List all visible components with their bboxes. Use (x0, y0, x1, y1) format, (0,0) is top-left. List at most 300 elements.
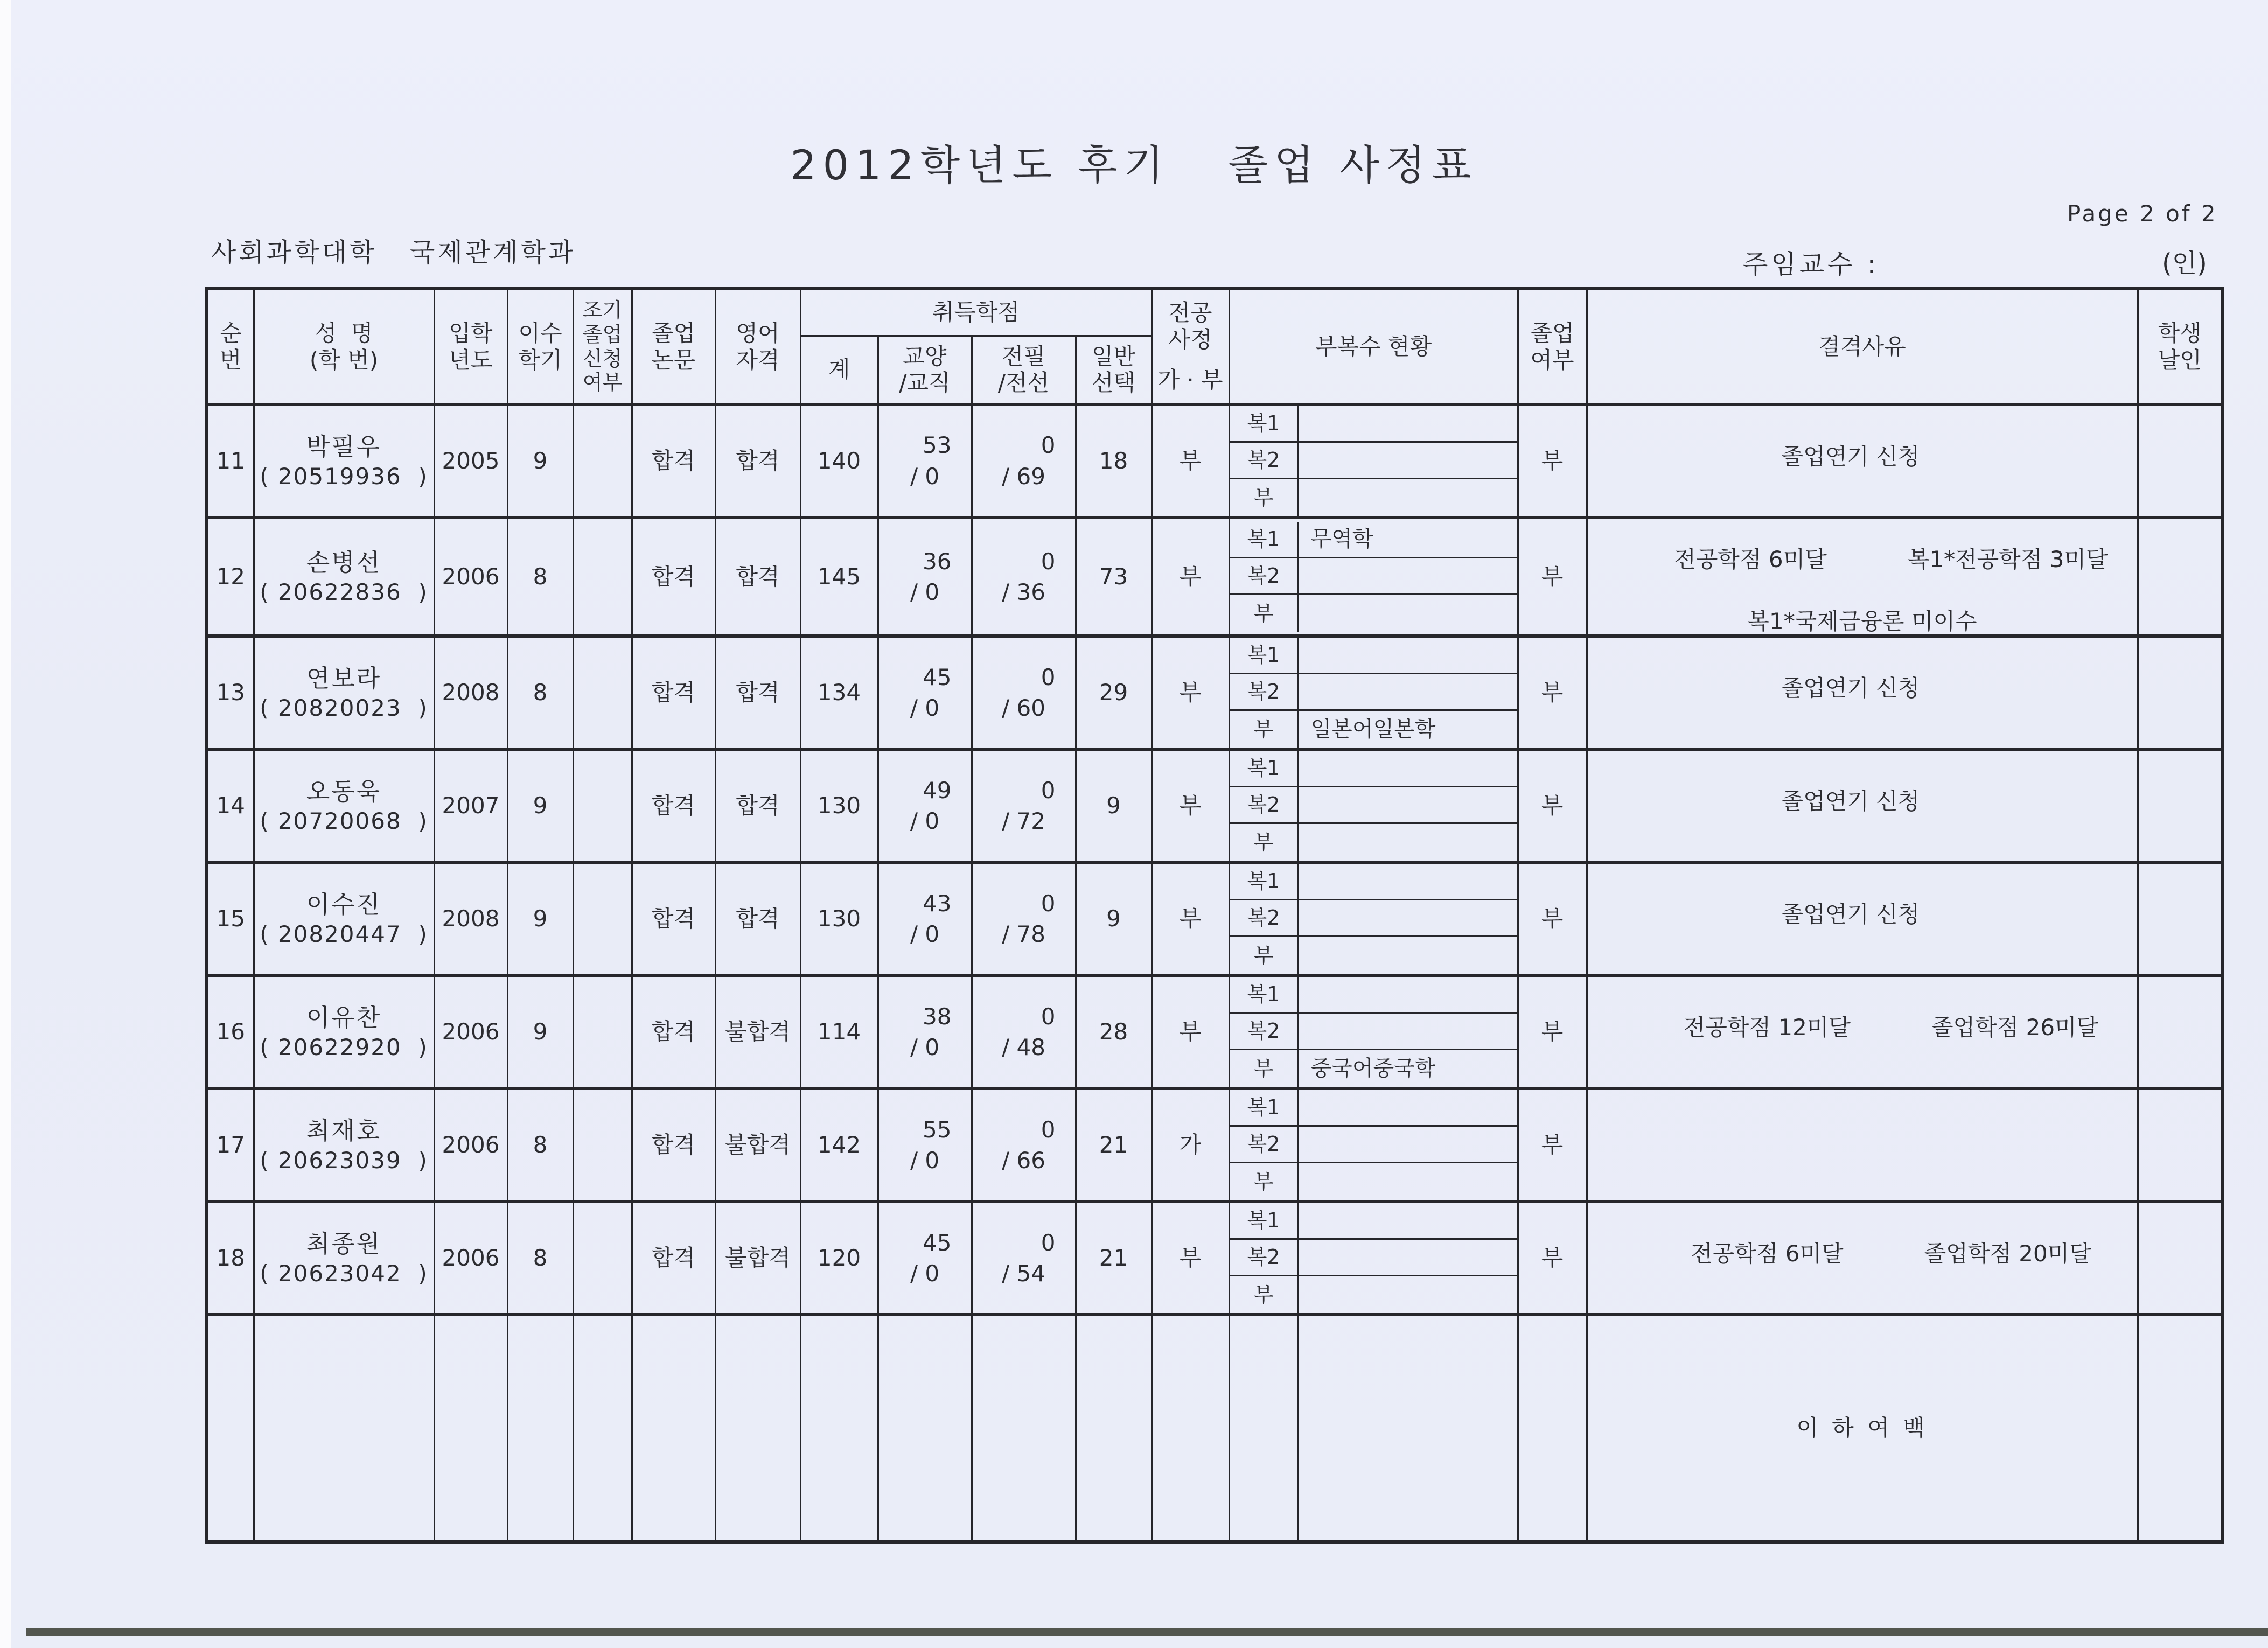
col-header-no-line2: 번 (219, 346, 242, 373)
cell-early-graduation (573, 1202, 632, 1315)
col-header-credits-major-line1: 전필 (1001, 343, 1046, 369)
cell-name (254, 518, 434, 636)
col-header-admission-year-line1: 입학 (449, 319, 493, 346)
cell-disqualification-reason (1587, 1088, 2138, 1202)
student-name: 최종원 (306, 1229, 382, 1258)
minor-value-bok1 (1299, 864, 1517, 900)
cell-credits-major (972, 404, 1076, 518)
cell-minor-status (1229, 749, 1518, 862)
cell-thesis: 합격 (632, 1202, 715, 1315)
cell-credits-elective: 73 (1076, 518, 1152, 636)
minor-label-bok2: 복2 (1230, 1240, 1299, 1276)
col-header-early-graduation-line3: 신청 (582, 346, 623, 371)
cell-major-assessment: 부 (1152, 975, 1229, 1088)
cell-credits-major (972, 518, 1076, 636)
reason-line1-a: 전공학점 6미달 (1691, 1240, 1844, 1267)
minor-label-bok1: 복1 (1230, 522, 1299, 558)
reason-line1-a: 졸업연기 신청 (1781, 675, 1920, 702)
col-header-early-graduation-line4: 여부 (582, 371, 623, 395)
cell-student-seal (2138, 1202, 2223, 1315)
cell-admission-year: 2008 (434, 862, 507, 975)
credits-major-bottom: / 48 (1002, 1034, 1045, 1061)
cell-credits-total: 140 (800, 404, 878, 518)
credits-major-fraction (973, 1003, 1075, 1061)
minor-label-bok2: 복2 (1230, 443, 1299, 479)
cell-credits-general (878, 862, 972, 975)
minor-label-bok2: 복2 (1230, 787, 1299, 824)
scan-bottom-edge (26, 1628, 2268, 1636)
cell-graduation: 부 (1518, 749, 1587, 862)
col-header-graduation-status-line2: 여부 (1530, 346, 1574, 373)
footer-cell-graduation (1518, 1315, 1587, 1542)
credits-general-bottom: / 0 (910, 695, 940, 722)
minor-label-bok2: 복2 (1230, 558, 1299, 595)
cell-graduation: 부 (1518, 975, 1587, 1088)
cell-credits-general (878, 518, 972, 636)
cell-credits-total: 114 (800, 975, 878, 1088)
cell-credits-total: 134 (800, 636, 878, 749)
student-name: 연보라 (306, 664, 382, 693)
cell-credits-elective: 28 (1076, 975, 1152, 1088)
col-header-early-graduation-line2: 졸업 (582, 322, 623, 346)
col-header-credits-elective-line1: 일반 (1091, 343, 1136, 369)
reason-line2: 복1*국제금융론 미이수 (1747, 607, 1977, 634)
cell-name (254, 862, 434, 975)
student-row (207, 404, 2223, 518)
col-header-early-graduation-line1: 조기 (582, 298, 623, 322)
credits-general-fraction (879, 1116, 971, 1174)
col-header-thesis-line2: 논문 (651, 346, 696, 373)
minor-value-bu (1299, 595, 1517, 632)
footer-cell-major-assessment (1152, 1315, 1229, 1542)
reason-line1-a: 전공학점 12미달 (1683, 1014, 1851, 1041)
col-header-early-graduation (573, 289, 632, 404)
minor-value-bok1: 무역학 (1299, 522, 1517, 558)
cell-no: 17 (207, 1088, 254, 1202)
minor-label-bu: 부 (1230, 711, 1299, 748)
cell-no: 11 (207, 404, 254, 518)
cell-no: 14 (207, 749, 254, 862)
col-header-english (715, 289, 800, 404)
cell-admission-year: 2005 (434, 404, 507, 518)
cell-credits-general (878, 404, 972, 518)
credits-major-top: 0 (1041, 432, 1056, 459)
cell-no: 12 (207, 518, 254, 636)
cell-admission-year: 2006 (434, 975, 507, 1088)
student-row (207, 749, 2223, 862)
footer-minor-label-col (1230, 1316, 1299, 1540)
student-row (207, 1088, 2223, 1202)
cell-no: 16 (207, 975, 254, 1088)
reason-line1-a: 졸업연기 신청 (1781, 788, 1920, 815)
footer-cell-early (573, 1315, 632, 1542)
cell-credits-total: 130 (800, 862, 878, 975)
credits-general-bottom: / 0 (910, 808, 940, 835)
seal-label: (인) (2162, 248, 2207, 278)
credits-general-top: 43 (923, 890, 952, 917)
minor-label-bok1: 복1 (1230, 406, 1299, 443)
minor-label-bok1: 복1 (1230, 1090, 1299, 1127)
cell-credits-elective: 29 (1076, 636, 1152, 749)
credits-general-top: 55 (923, 1116, 952, 1143)
credits-major-top: 0 (1041, 548, 1056, 575)
footer-cell-name (254, 1315, 434, 1542)
footer-cell-minor-status (1229, 1315, 1518, 1542)
cell-minor-status (1229, 1202, 1518, 1315)
minor-value-bu (1299, 1276, 1517, 1313)
minor-status-grid (1230, 864, 1517, 974)
advisor-label: 주임교수 : (1743, 249, 1879, 280)
col-header-english-line2: 자격 (736, 346, 780, 373)
cell-thesis: 합격 (632, 404, 715, 518)
cell-disqualification-reason (1587, 518, 2138, 636)
cell-major-assessment: 부 (1152, 862, 1229, 975)
minor-label-bok1: 복1 (1230, 977, 1299, 1014)
minor-label-bok2: 복2 (1230, 1127, 1299, 1163)
cell-early-graduation (573, 1088, 632, 1202)
cell-major-assessment: 부 (1152, 518, 1229, 636)
credits-major-bottom: / 69 (1002, 463, 1045, 490)
cell-english: 불합격 (715, 1088, 800, 1202)
minor-status-grid (1230, 1203, 1517, 1313)
reason-line1 (1588, 1101, 2137, 1181)
cell-credits-elective: 18 (1076, 404, 1152, 518)
cell-student-seal (2138, 862, 2223, 975)
student-id: ( 20820447 ) (260, 920, 428, 947)
credits-major-top: 0 (1041, 777, 1056, 804)
page-indicator: Page 2 of 2 (2067, 200, 2218, 227)
footer-cell-general (878, 1315, 972, 1542)
cell-credits-total: 120 (800, 1202, 878, 1315)
reason-line1-b: 졸업학점 20미달 (1924, 1240, 2091, 1267)
minor-value-bok1 (1299, 1090, 1517, 1127)
minor-value-bok2 (1299, 1240, 1517, 1276)
cell-semesters: 9 (507, 404, 573, 518)
cell-semesters: 8 (507, 1202, 573, 1315)
student-id: ( 20519936 ) (260, 463, 428, 490)
reason-line1-a: 전공학점 6미달 (1674, 546, 1827, 572)
cell-name (254, 749, 434, 862)
minor-label-bu: 부 (1230, 1276, 1299, 1313)
col-header-credits-major-line2: /전선 (997, 369, 1050, 396)
credits-major-top: 0 (1041, 1116, 1056, 1143)
cell-early-graduation (573, 404, 632, 518)
cell-minor-status (1229, 636, 1518, 749)
credits-general-top: 36 (923, 548, 952, 575)
col-header-disqualification-reason: 결격사유 (1587, 289, 2138, 404)
minor-value-bok1 (1299, 1203, 1517, 1240)
cell-admission-year: 2006 (434, 518, 507, 636)
cell-graduation: 부 (1518, 1202, 1587, 1315)
cell-semesters: 8 (507, 1088, 573, 1202)
cell-credits-total: 130 (800, 749, 878, 862)
cell-semesters: 9 (507, 862, 573, 975)
student-id: ( 20622920 ) (260, 1034, 428, 1060)
col-header-graduation-status-line1: 졸업 (1530, 319, 1574, 346)
cell-graduation: 부 (1518, 1088, 1587, 1202)
cell-english: 합격 (715, 404, 800, 518)
col-header-student-seal-line2: 날인 (2158, 346, 2202, 373)
col-header-credits-elective (1076, 336, 1152, 404)
credits-major-bottom: / 36 (1002, 579, 1045, 606)
cell-student-seal (2138, 404, 2223, 518)
cell-thesis: 합격 (632, 975, 715, 1088)
credits-general-fraction (879, 432, 971, 490)
scan-left-edge (0, 0, 11, 1648)
student-id: ( 20622836 ) (260, 578, 428, 605)
minor-status-grid (1230, 406, 1517, 516)
reason-line1 (1588, 417, 2137, 497)
cell-minor-status (1229, 404, 1518, 518)
cell-name (254, 404, 434, 518)
minor-value-bok1 (1299, 977, 1517, 1014)
reason-line1-a: 졸업연기 신청 (1781, 443, 1920, 470)
cell-name (254, 1202, 434, 1315)
reason-line1 (1588, 988, 2137, 1068)
minor-label-bu: 부 (1230, 937, 1299, 974)
minor-label-bok2: 복2 (1230, 674, 1299, 711)
minor-label-bok2: 복2 (1230, 900, 1299, 937)
minor-value-bu: 중국어중국학 (1310, 1056, 1436, 1081)
credits-general-fraction (879, 548, 971, 606)
student-row (207, 862, 2223, 975)
minor-label-bok1: 복1 (1230, 1203, 1299, 1240)
credits-major-fraction (973, 548, 1075, 606)
cell-minor-status (1229, 975, 1518, 1088)
cell-credits-major (972, 862, 1076, 975)
minor-label-bu: 부 (1230, 1050, 1299, 1087)
minor-status-grid (1230, 1090, 1517, 1200)
col-header-student-seal-line1: 학생 (2158, 319, 2202, 346)
table-body (207, 404, 2223, 1315)
reason-line1 (1588, 1214, 2137, 1294)
footer-minor-value-col (1299, 1316, 1517, 1540)
credits-general-top: 45 (923, 1229, 952, 1256)
col-header-major-assessment (1152, 289, 1229, 404)
col-header-credits-elective-line2: 선택 (1091, 369, 1136, 396)
cell-english: 합격 (715, 749, 800, 862)
cell-admission-year: 2008 (434, 636, 507, 749)
cell-early-graduation (573, 749, 632, 862)
student-id: ( 20720068 ) (260, 807, 428, 834)
credits-general-bottom: / 0 (910, 921, 940, 948)
col-header-major-assessment-line3: 가 · 부 (1157, 367, 1223, 394)
cell-no: 18 (207, 1202, 254, 1315)
cell-english: 합격 (715, 518, 800, 636)
footer-cell-total (800, 1315, 878, 1542)
footer-cell-year (434, 1315, 507, 1542)
cell-early-graduation (573, 636, 632, 749)
cell-name (254, 1088, 434, 1202)
cell-major-assessment: 부 (1152, 1202, 1229, 1315)
minor-value-bok2 (1299, 1127, 1517, 1163)
cell-credits-major (972, 1202, 1076, 1315)
cell-credits-major (972, 749, 1076, 862)
cell-major-assessment: 가 (1152, 1088, 1229, 1202)
cell-english: 합격 (715, 636, 800, 749)
col-header-semesters (507, 289, 573, 404)
minor-label-bok2: 복2 (1230, 1014, 1299, 1050)
credits-major-bottom: / 60 (1002, 695, 1045, 722)
minor-value-bu: 일본어일본학 (1310, 716, 1436, 742)
cell-student-seal (2138, 749, 2223, 862)
cell-english: 불합격 (715, 1202, 800, 1315)
col-header-credits-group: 취득학점 (800, 289, 1152, 336)
cell-no: 15 (207, 862, 254, 975)
cell-semesters: 9 (507, 749, 573, 862)
reason-line1 (1588, 519, 2137, 599)
cell-disqualification-reason (1587, 975, 2138, 1088)
student-name: 박필우 (306, 432, 382, 461)
credits-major-bottom: / 72 (1002, 808, 1045, 835)
credits-general-fraction (879, 890, 971, 948)
minor-value-bu (1299, 937, 1517, 974)
cell-minor-status (1229, 1088, 1518, 1202)
student-name: 이수진 (306, 890, 382, 919)
minor-label-bu: 부 (1230, 595, 1299, 632)
credits-major-fraction (973, 890, 1075, 948)
cell-major-assessment: 부 (1152, 636, 1229, 749)
minor-value-bok2 (1299, 787, 1517, 824)
cell-early-graduation (573, 518, 632, 636)
cell-thesis: 합격 (632, 518, 715, 636)
minor-label-bok1: 복1 (1230, 864, 1299, 900)
minor-status-grid (1230, 751, 1517, 861)
cell-semesters: 8 (507, 636, 573, 749)
credits-major-fraction (973, 1230, 1075, 1287)
minor-status-grid (1230, 977, 1517, 1087)
cell-credits-general (878, 1202, 972, 1315)
cell-credits-general (878, 1088, 972, 1202)
footer-cell-elective (1076, 1315, 1152, 1542)
credits-major-fraction (973, 1116, 1075, 1174)
footer-cell-thesis (632, 1315, 715, 1542)
minor-value-bu (1299, 479, 1517, 516)
cell-credits-elective: 21 (1076, 1088, 1152, 1202)
cell-thesis: 합격 (632, 1088, 715, 1202)
minor-value-bok2 (1299, 558, 1517, 595)
cell-credits-general (878, 975, 972, 1088)
col-header-name-line2: (학 번) (309, 346, 379, 373)
credits-general-bottom: / 0 (910, 1034, 940, 1061)
reason-line1-b: 졸업학점 26미달 (1931, 1014, 2099, 1041)
cell-minor-status (1229, 518, 1518, 636)
cell-credits-general (878, 749, 972, 862)
reason-line1 (1588, 648, 2137, 729)
credits-general-bottom: / 0 (910, 579, 940, 606)
minor-status-grid (1230, 522, 1517, 632)
footer-cell-english (715, 1315, 800, 1542)
cell-credits-total: 145 (800, 518, 878, 636)
cell-credits-general (878, 636, 972, 749)
student-row (207, 975, 2223, 1088)
page-title: 2012학년도 후기 졸업 사정표 (790, 141, 1478, 189)
student-id: ( 20623042 ) (260, 1260, 428, 1287)
credits-major-top: 0 (1041, 1003, 1056, 1030)
col-header-admission-year (434, 289, 507, 404)
cell-disqualification-reason (1587, 636, 2138, 749)
cell-english: 불합격 (715, 975, 800, 1088)
footer-cell-no (207, 1315, 254, 1542)
col-header-no (207, 289, 254, 404)
table-footer-row (207, 1315, 2223, 1542)
student-name: 오동욱 (306, 777, 382, 806)
cell-student-seal (2138, 636, 2223, 749)
cell-graduation: 부 (1518, 862, 1587, 975)
cell-credits-elective: 9 (1076, 862, 1152, 975)
student-name: 이유찬 (306, 1003, 382, 1032)
cell-semesters: 9 (507, 975, 573, 1088)
col-header-no-line1: 순 (219, 319, 242, 346)
col-header-graduation-status (1518, 289, 1587, 404)
cell-admission-year: 2007 (434, 749, 507, 862)
col-header-semesters-line2: 학기 (518, 346, 562, 373)
cell-disqualification-reason (1587, 1202, 2138, 1315)
cell-major-assessment: 부 (1152, 404, 1229, 518)
col-header-major-assessment-line1: 전공 (1168, 299, 1212, 326)
col-header-name (254, 289, 434, 404)
credits-major-bottom: / 66 (1002, 1147, 1045, 1174)
credits-general-bottom: / 0 (910, 1147, 940, 1174)
cell-thesis: 합격 (632, 862, 715, 975)
student-id: ( 20820023 ) (260, 694, 428, 721)
col-header-semesters-line1: 이수 (518, 319, 562, 346)
minor-value-bok1 (1299, 406, 1517, 443)
cell-name (254, 975, 434, 1088)
reason-line1 (1588, 762, 2137, 842)
minor-label-bu: 부 (1230, 1163, 1299, 1200)
cell-student-seal (2138, 1088, 2223, 1202)
college-department-line: 사회과학대학 국제관계학과 (211, 238, 576, 268)
col-header-credits-general-line2: /교직 (899, 369, 951, 396)
student-id: ( 20623039 ) (260, 1147, 428, 1174)
cell-thesis: 합격 (632, 636, 715, 749)
cell-student-seal (2138, 975, 2223, 1088)
minor-value-bu (1299, 1163, 1517, 1200)
minor-label-bok1: 복1 (1230, 751, 1299, 787)
credits-major-fraction (973, 664, 1075, 722)
cell-credits-major (972, 1088, 1076, 1202)
col-header-credits-general-line1: 교양 (903, 343, 947, 369)
cell-early-graduation (573, 975, 632, 1088)
credits-major-top: 0 (1041, 664, 1056, 690)
minor-value-bok1 (1299, 638, 1517, 674)
col-header-credits-total: 계 (800, 336, 878, 404)
col-header-credits-major (972, 336, 1076, 404)
minor-value-bok2 (1299, 900, 1517, 937)
cell-admission-year: 2006 (434, 1088, 507, 1202)
cell-major-assessment: 부 (1152, 749, 1229, 862)
credits-major-top: 0 (1041, 890, 1056, 917)
cell-no: 13 (207, 636, 254, 749)
credits-general-fraction (879, 1003, 971, 1061)
student-row (207, 518, 2223, 636)
credits-major-fraction (973, 777, 1075, 835)
cell-graduation: 부 (1518, 404, 1587, 518)
cell-graduation: 부 (1518, 636, 1587, 749)
student-name: 최재호 (306, 1116, 382, 1145)
col-header-thesis-line1: 졸업 (651, 319, 696, 346)
reason-line1 (1588, 875, 2137, 955)
minor-value-bok2 (1299, 674, 1517, 711)
credits-general-bottom: / 0 (910, 463, 940, 490)
cell-credits-total: 142 (800, 1088, 878, 1202)
footer-note: 이 하 여 백 (1587, 1315, 2138, 1542)
credits-general-bottom: / 0 (910, 1260, 940, 1287)
cell-disqualification-reason (1587, 862, 2138, 975)
credits-major-bottom: / 78 (1002, 921, 1045, 948)
minor-value-bok1 (1299, 751, 1517, 787)
